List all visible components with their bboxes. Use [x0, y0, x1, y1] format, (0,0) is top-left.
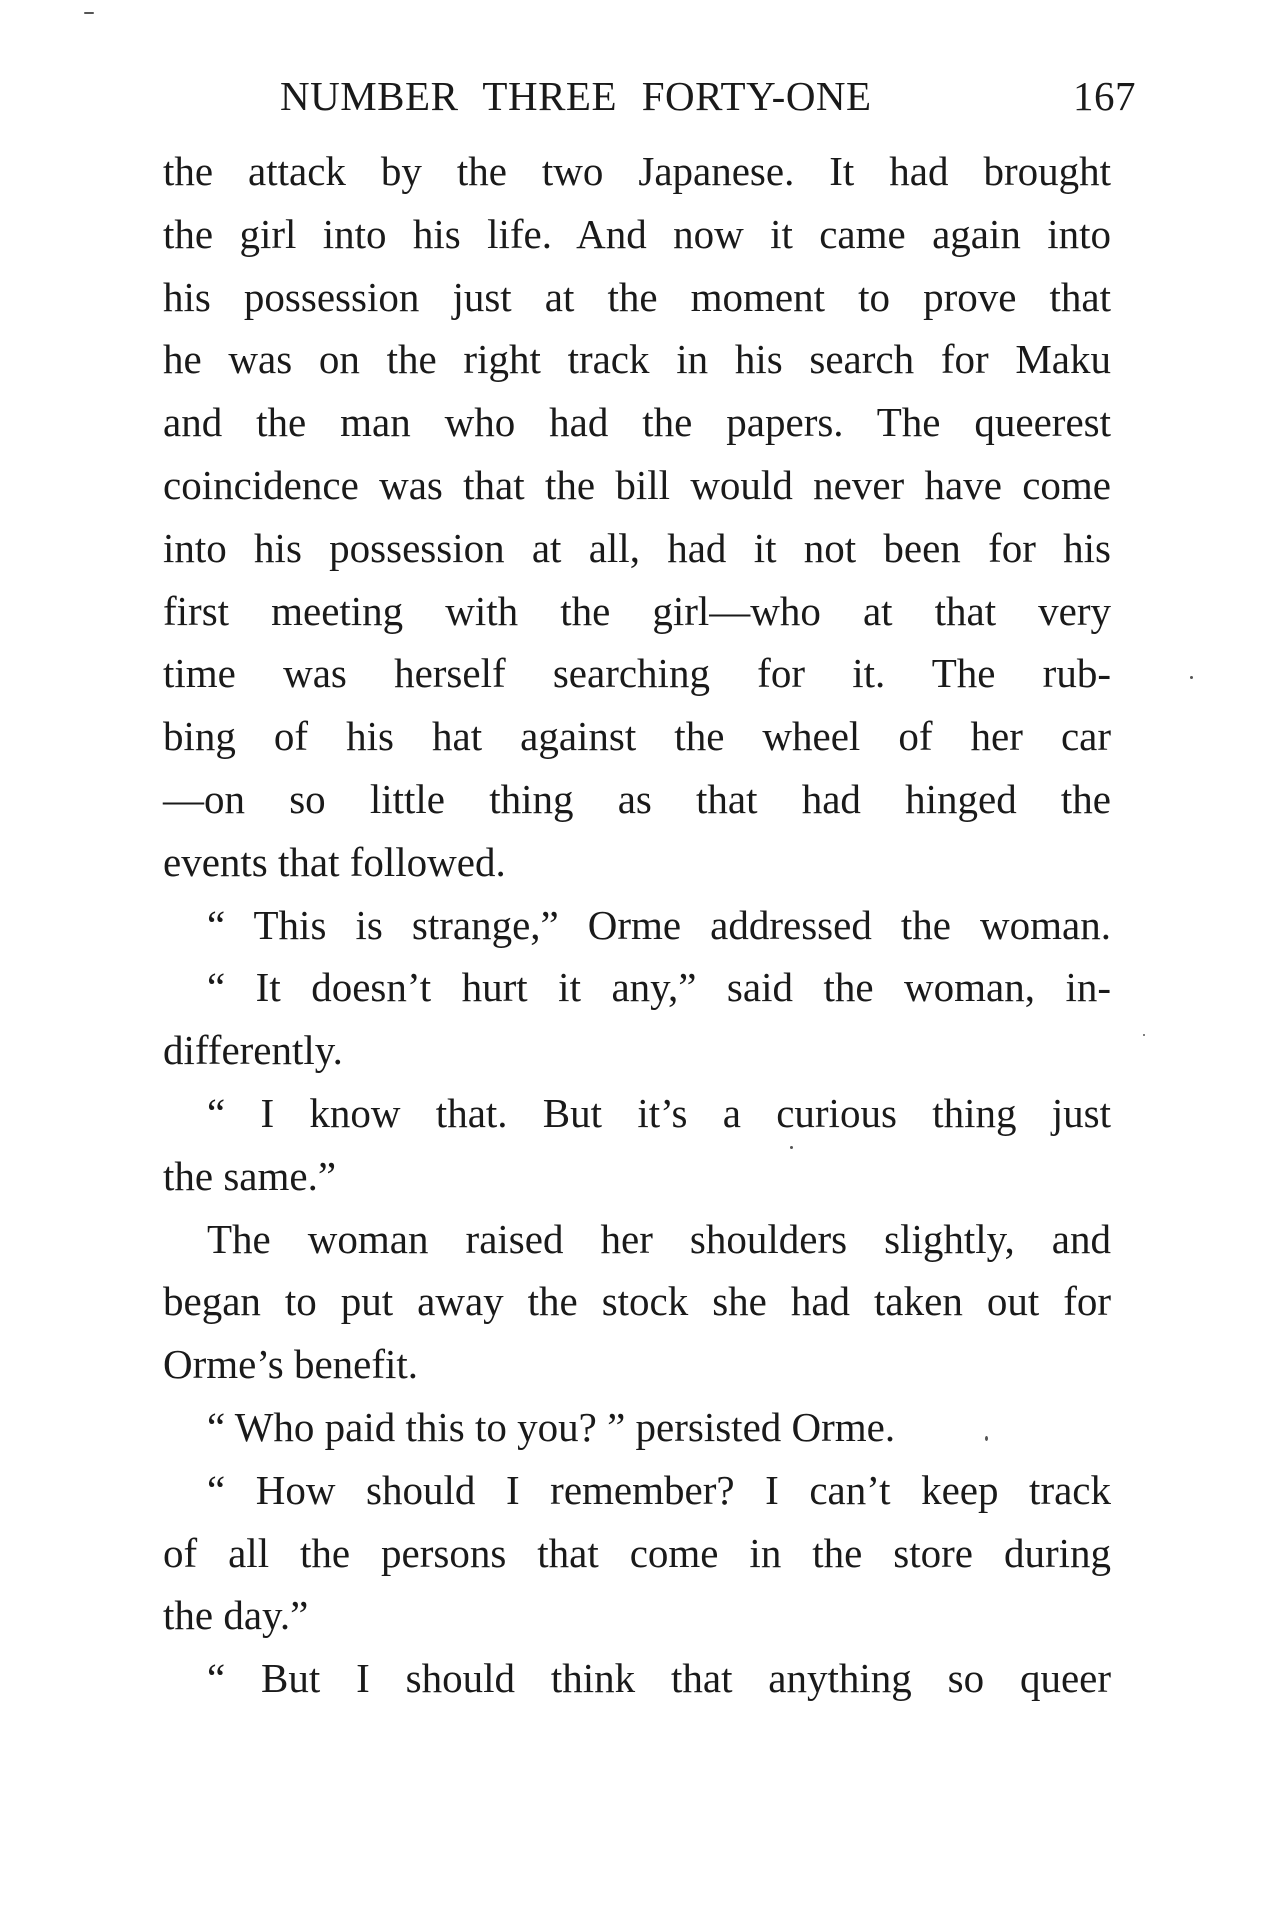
- text-line: events that followed.: [163, 838, 506, 885]
- text-line: the same.”: [163, 1152, 337, 1199]
- text-line: differently.: [163, 1027, 343, 1074]
- text-line: coincidence was that the bill would never have come: [163, 461, 1111, 508]
- text-line: the girl into his life. And now it came again into: [163, 210, 1111, 257]
- paper-speck: [790, 1146, 793, 1149]
- text-line: the attack by the two Japanese. It had brought: [163, 148, 1111, 194]
- text-line: Orme’s benefit.: [163, 1341, 419, 1388]
- paper-speck: [1190, 676, 1193, 679]
- text-line: bing of his hat against the wheel of her car: [163, 713, 1111, 760]
- text-line: “ It doesn’t hurt it any,” said the woman, in-: [207, 964, 1111, 1011]
- body-text: [163, 140, 1111, 1710]
- text-line: into his possession at all, had it not been for his: [163, 524, 1111, 571]
- text-line: “ This is strange,” Orme addressed the woman.: [207, 901, 1111, 948]
- running-head: [280, 72, 1136, 128]
- paper-speck: [985, 1436, 988, 1441]
- text-line: “ But I should think that anything so queer: [207, 1655, 1111, 1702]
- paper-speck: [84, 12, 94, 14]
- text-line: —on so little thing as that had hinged the: [163, 775, 1111, 822]
- text-line: “ How should I remember? I can’t keep track: [207, 1466, 1111, 1513]
- text-line: first meeting with the girl—who at that very: [163, 587, 1111, 634]
- text-line: he was on the right track in his search for Maku: [163, 336, 1111, 383]
- text-line: “ I know that. But it’s a curious thing just: [207, 1089, 1111, 1136]
- text-line: of all the persons that come in the store during: [163, 1529, 1111, 1576]
- text-line: the day.”: [163, 1592, 309, 1639]
- text-line: and the man who had the papers. The queerest: [163, 399, 1111, 446]
- text-line: began to put away the stock she had taken out for: [163, 1278, 1111, 1325]
- paper-speck: [1143, 1034, 1145, 1036]
- text-line: his possession just at the moment to prove that: [163, 273, 1111, 320]
- text-line: The woman raised her shoulders slightly, and: [207, 1215, 1111, 1262]
- page-number: 167: [1073, 73, 1136, 119]
- text-line: “ Who paid this to you? ” persisted Orme.: [207, 1403, 896, 1450]
- running-title: NUMBER THREE FORTY-ONE: [280, 73, 872, 119]
- text-line: time was herself searching for it. The rub-: [163, 650, 1111, 697]
